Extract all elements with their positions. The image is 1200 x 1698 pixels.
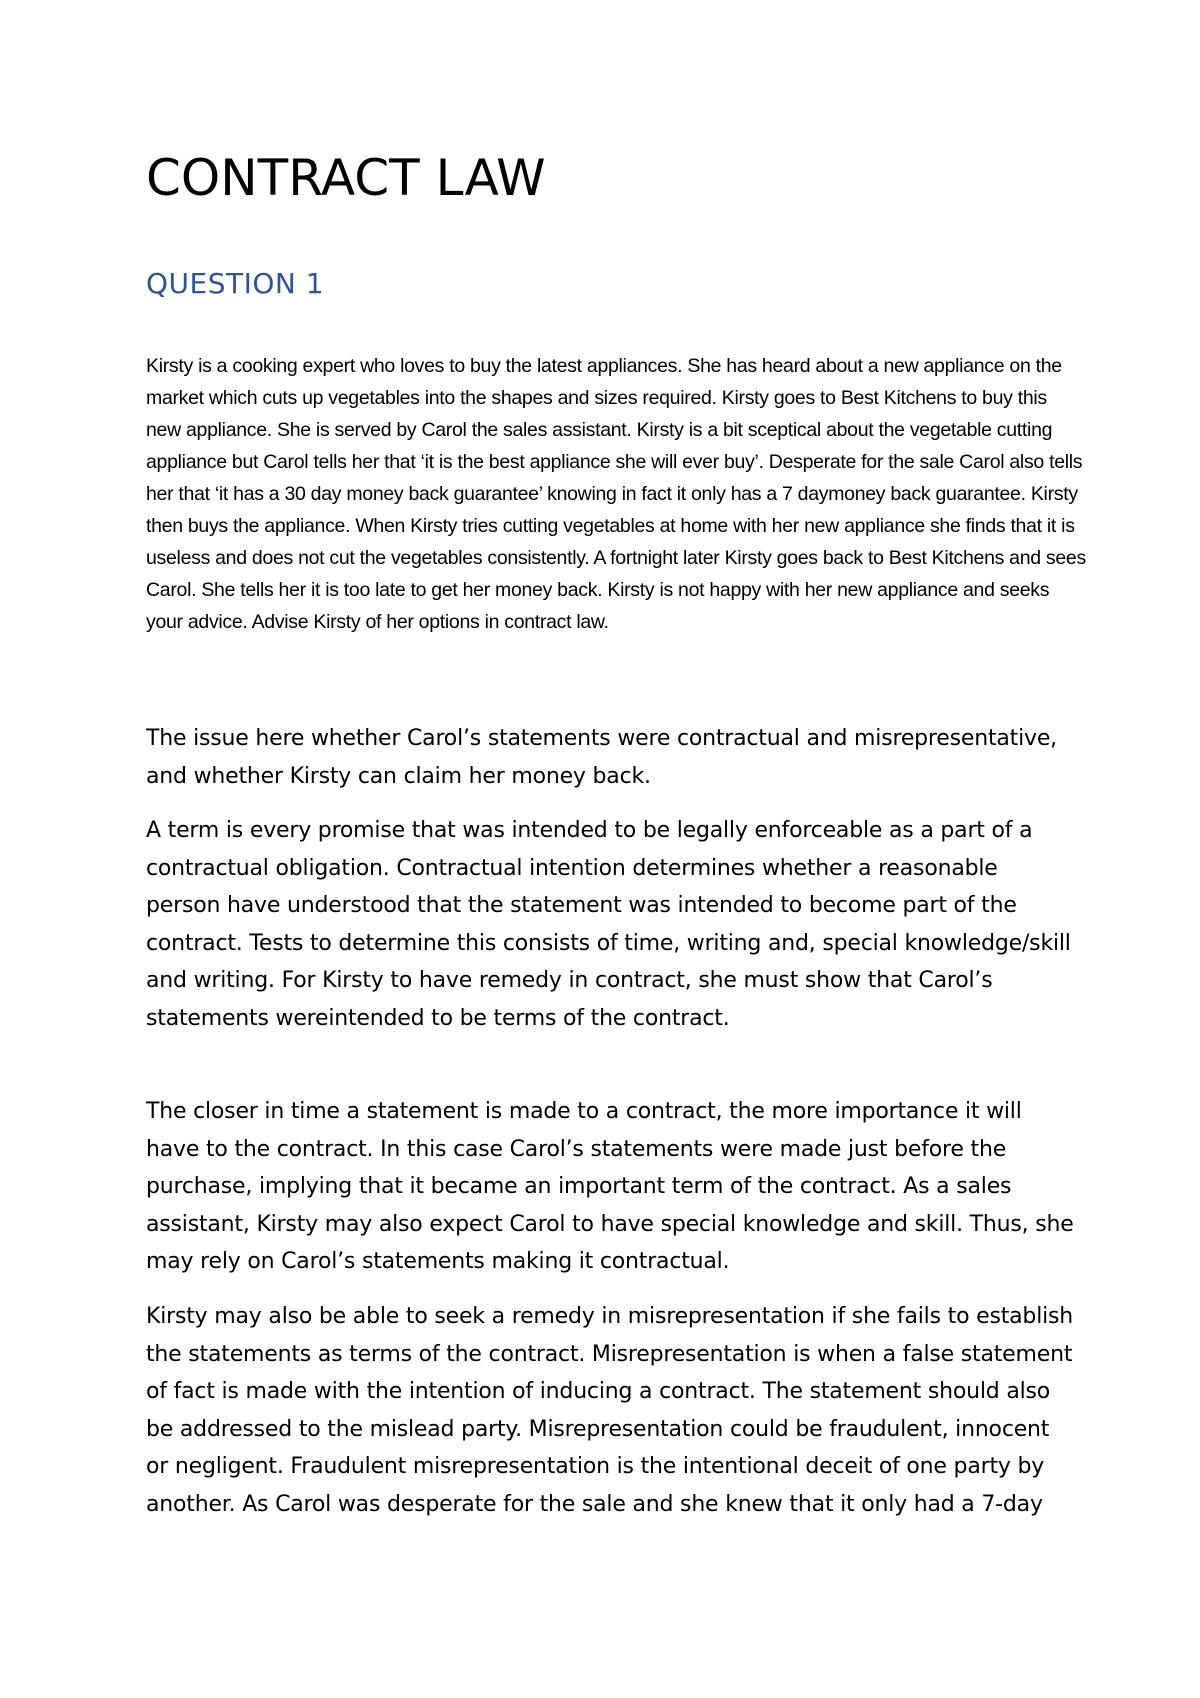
answer-paragraph-term: A term is every promise that was intended to be legally enforceable as a part of a contractual obligation. Contractual intention determines whether a reasonable person have understood that the statement was intended to become part of the contract. Tests to determine this consists of time, writing and, special knowledge/skill and writing. For Kirsty to have remedy in contract, she must show that Carol’s statements wereintended to be terms of the contract. — [146, 818, 1071, 1031]
answer-paragraph-timing: The closer in time a statement is made to a contract, the more importance it will have to the contract. In this case Carol’s statements were made just before the purchase, implying that it became an important term of the contract. As a sales assistant, Kirsty may also expect Carol to have special knowledge and skill. Thus, she may rely on Carol’s statements making it contractual. — [146, 1099, 1074, 1274]
answer-paragraph-issue: The issue here whether Carol’s statements were contractual and misrepresentative, and whether Kirsty can claim her money back. — [146, 726, 1057, 789]
document-title: CONTRACT LAW — [146, 149, 546, 207]
answer-paragraph-misrepresentation: Kirsty may also be able to seek a remedy in misrepresentation if she fails to establish the statements as terms of the contract. Misrepresentation is when a false statement of fact is made with the intention of inducing a contract. The statement should also be addressed to the mislead party. Misrepresentation could be fraudulent, innocent or negligent. Fraudulent misrepresentation is the intentional deceit of one party by another. As Carol was desperate for the sale and she knew that it only had a 7-day — [146, 1304, 1074, 1517]
question-text: Kirsty is a cooking expert who loves to buy the latest appliances. She has heard about a new appliance on the market which cuts up vegetables into the shapes and sizes required. Kirsty goes to Best Kitchens to buy this new appliance. She is served by Carol the sales assistant. Kirsty is a bit sceptical about the vegetable cutting appliance but Carol tells her that ‘it is the best appliance she will ever buy’. Desperate for the sale Carol also tells her that ‘it has a 30 day money back guarantee’ knowing in fact it only has a 7 daymoney back guarantee. Kirsty then buys the appliance. When Kirsty tries cutting vegetables at home with her new appliance she finds that it is useless and does not cut the vegetables consistently. A fortnight later Kirsty goes back to Best Kitchens and sees Carol. She tells her it is too late to get her money back. Kirsty is not happy with her new appliance and seeks your advice. Advise Kirsty of her options in contract law. — [146, 355, 1086, 633]
question-heading: QUESTION 1 — [146, 267, 325, 300]
